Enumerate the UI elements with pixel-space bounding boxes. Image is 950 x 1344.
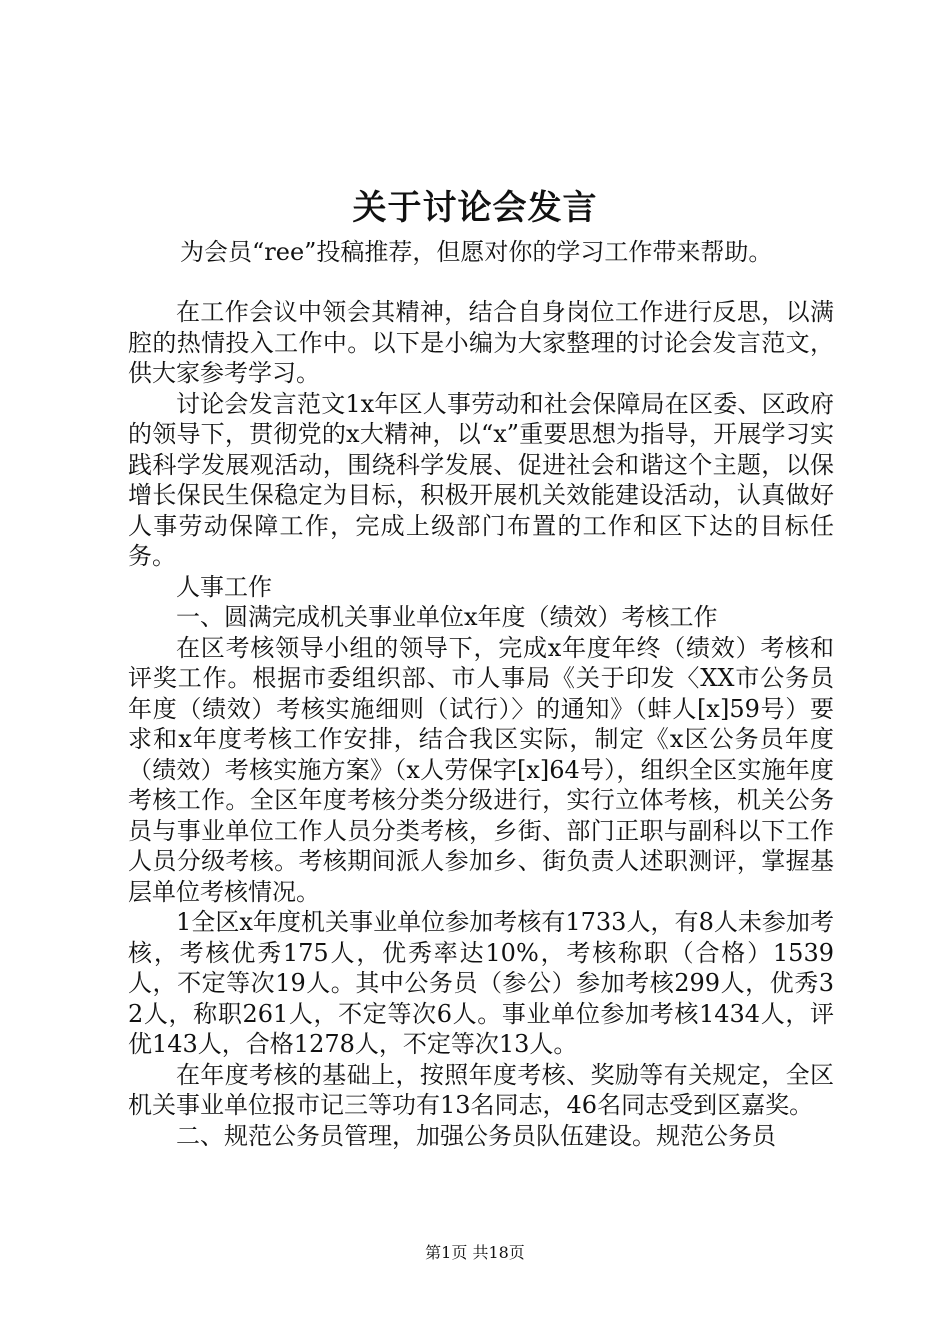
document-title: 关于讨论会发言 bbox=[352, 188, 598, 228]
document-body bbox=[128, 297, 834, 1151]
body-paragraph: 1全区x年度机关事业单位参加考核有1733人，有8人未参加考核，考核优秀175人，优秀率达10%，考核称职（合格）1539人，不定等次19人。其中公务员（参公）参加考核299人，优秀32人，称职261人，不定等次6人。事业单位参加考核1434人，评优143人，合格1278人，不定等次13人。 bbox=[128, 908, 834, 1058]
page-number-footer: 第1页 共18页 bbox=[425, 1243, 525, 1262]
body-paragraph: 二、规范公务员管理，加强公务员队伍建设。规范公务员 bbox=[176, 1121, 776, 1150]
section-heading: 人事工作 bbox=[176, 572, 272, 601]
body-paragraph: 在工作会议中领会其精神，结合自身岗位工作进行反思，以满腔的热情投入工作中。以下是小编为大家整理的讨论会发言范文，供大家参考学习。 bbox=[128, 298, 834, 387]
document-subtitle: 为会员“ree”投稿推荐，但愿对你的学习工作带来帮助。 bbox=[180, 238, 773, 266]
body-paragraph: 讨论会发言范文1x年区人事劳动和社会保障局在区委、区政府的领导下，贯彻党的x大精神，以“x”重要思想为指导，开展学习实践科学发展观活动，围绕科学发展、促进社会和谐这个主题，以保增长保民生保稳定为目标，积极开展机关效能建设活动，认真做好人事劳动保障工作，完成上级部门布置的工作和区下达的目标任务。 bbox=[128, 389, 834, 570]
body-paragraph: 在区考核领导小组的领导下，完成x年度年终（绩效）考核和评奖工作。根据市委组织部、市人事局《关于印发〈XX市公务员年度（绩效）考核实施细则（试行）〉的通知》（蚌人[x]59号）要求和x年度考核工作安排，结合我区实际，制定《x区公务员年度（绩效）考核实施方案》（x人劳保字[x]64号），组织全区实施年度考核工作。全区年度考核分类分级进行，实行立体考核，机关公务员与事业单位工作人员分类考核，乡街、部门正职与副科以下工作人员分级考核。考核期间派人参加乡、街负责人述职测评，掌握基层单位考核情况。 bbox=[128, 633, 834, 906]
body-paragraph: 在年度考核的基础上，按照年度考核、奖励等有关规定，全区机关事业单位报市记三等功有13名同志，46名同志受到区嘉奖。 bbox=[128, 1060, 834, 1119]
section-heading: 一、圆满完成机关事业单位x年度（绩效）考核工作 bbox=[176, 603, 718, 631]
